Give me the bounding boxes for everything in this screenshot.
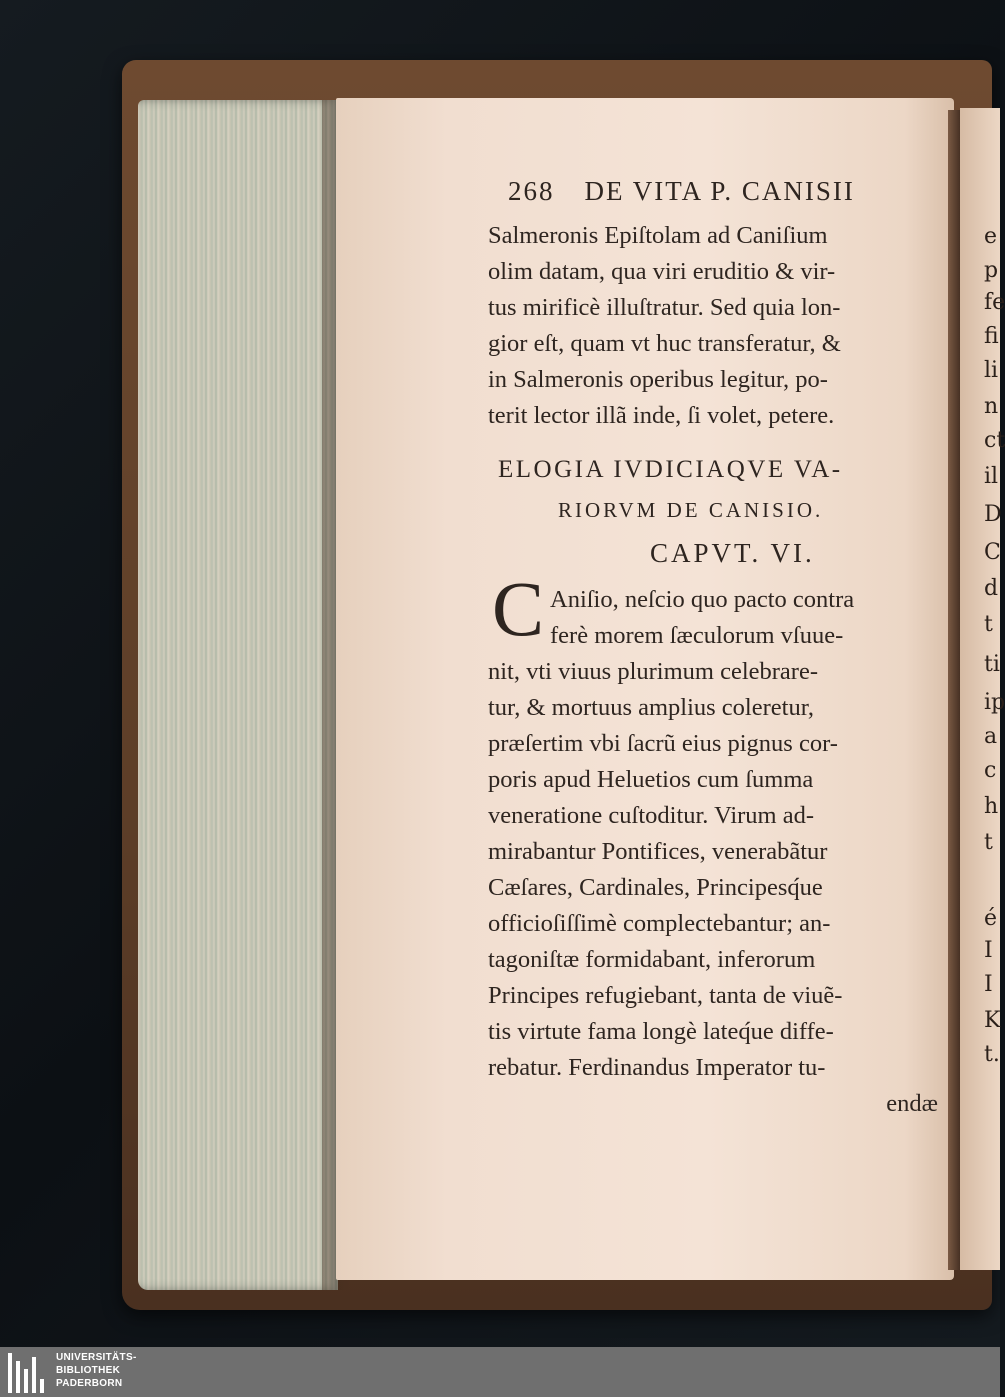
page-text: [488, 168, 964, 1168]
library-logo-icon: [8, 1353, 48, 1393]
facing-fragment: ip: [984, 690, 1005, 715]
text-line: officioſiſſimè complectebantur; an-: [488, 910, 831, 937]
library-footer: [0, 1347, 1000, 1397]
facing-fragment: d: [984, 576, 999, 601]
facing-fragment: fe: [984, 290, 1005, 315]
library-name: [56, 1351, 137, 1390]
facing-fragment: t.: [984, 1042, 1000, 1067]
facing-fragment: I: [984, 938, 993, 963]
library-name-line: UNIVERSITÄTS-: [56, 1352, 137, 1363]
facing-fragment: ti: [984, 652, 1000, 677]
facing-fragment: t: [984, 830, 993, 855]
text-line: veneratione cuſtoditur. Virum ad-: [488, 802, 815, 829]
library-name-line: BIBLIOTHEK: [56, 1365, 121, 1376]
text-line: ferè morem ſæculorum vſuue-: [550, 622, 844, 649]
facing-fragment: e: [984, 224, 998, 249]
page-number: 268: [508, 176, 555, 206]
facing-fragment: K: [984, 1008, 1001, 1033]
text-line: Principes refugiebant, tanta de viuẽ-: [488, 982, 843, 1009]
facing-fragment: t: [984, 612, 993, 637]
text-line: tis virtute fama longè lateq́ue diffe-: [488, 1018, 834, 1045]
facing-fragment: p: [984, 258, 999, 283]
page-edges: [138, 100, 338, 1290]
text-line: terit lector illã inde, ſi volet, petere.: [488, 402, 835, 429]
text-line: præſertim vbi ſacrũ eius pignus cor-: [488, 730, 838, 757]
text-line: tagoniſtæ formidabant, inferorum: [488, 946, 816, 973]
facing-fragment: c: [984, 758, 997, 783]
facing-fragment: I: [984, 972, 993, 997]
facing-fragment: a: [984, 724, 998, 749]
text-line: in Salmeronis operibus legitur, po-: [488, 366, 828, 393]
facing-fragment: h: [984, 794, 999, 819]
text-line: tus mirificè illuſtratur. Sed quia lon-: [488, 294, 841, 321]
facing-page: [960, 108, 1005, 1270]
facing-fragment: D: [984, 502, 1002, 527]
facing-fragment: n: [984, 394, 999, 419]
facing-fragment: ct: [984, 428, 1005, 453]
section-title: ELOGIA IVDICIAQVE VA-: [498, 456, 843, 483]
drop-cap: C: [492, 565, 545, 652]
facing-fragment: C: [984, 540, 1001, 565]
text-line: rebatur. Ferdinandus Imperator tu-: [488, 1054, 826, 1081]
text-line: tur, & mortuus amplius coleretur,: [488, 694, 815, 721]
facing-fragment: il: [984, 464, 999, 489]
text-line: nit, vti viuus plurimum celebrare-: [488, 658, 818, 685]
facing-fragment: li: [984, 358, 999, 383]
text-line: Cæſares, Cardinales, Principesq́ue: [488, 874, 823, 901]
chapter-heading: CAPVT. VI.: [650, 538, 815, 568]
library-name-line: PADERBORN: [56, 1378, 123, 1389]
running-header: [508, 176, 948, 207]
facing-fragment: fi: [984, 324, 999, 349]
facing-fragment: é: [984, 906, 998, 931]
text-line: olim datam, qua viri eruditio & vir-: [488, 258, 836, 285]
text-line: Aniſio, neſcio quo pacto contra: [550, 586, 855, 613]
text-line: Salmeronis Epiſtolam ad Caniſium: [488, 222, 828, 249]
text-line: gior eſt, quam vt huc transferatur, &: [488, 330, 841, 357]
text-line: mirabantur Pontifices, venerabãtur: [488, 838, 828, 865]
text-line: poris apud Heluetios cum ſumma: [488, 766, 814, 793]
catchword: endæ: [886, 1090, 938, 1117]
section-subtitle: RIORVM DE CANISIO.: [558, 498, 824, 522]
running-title: DE VITA P. CANISII: [584, 176, 855, 206]
